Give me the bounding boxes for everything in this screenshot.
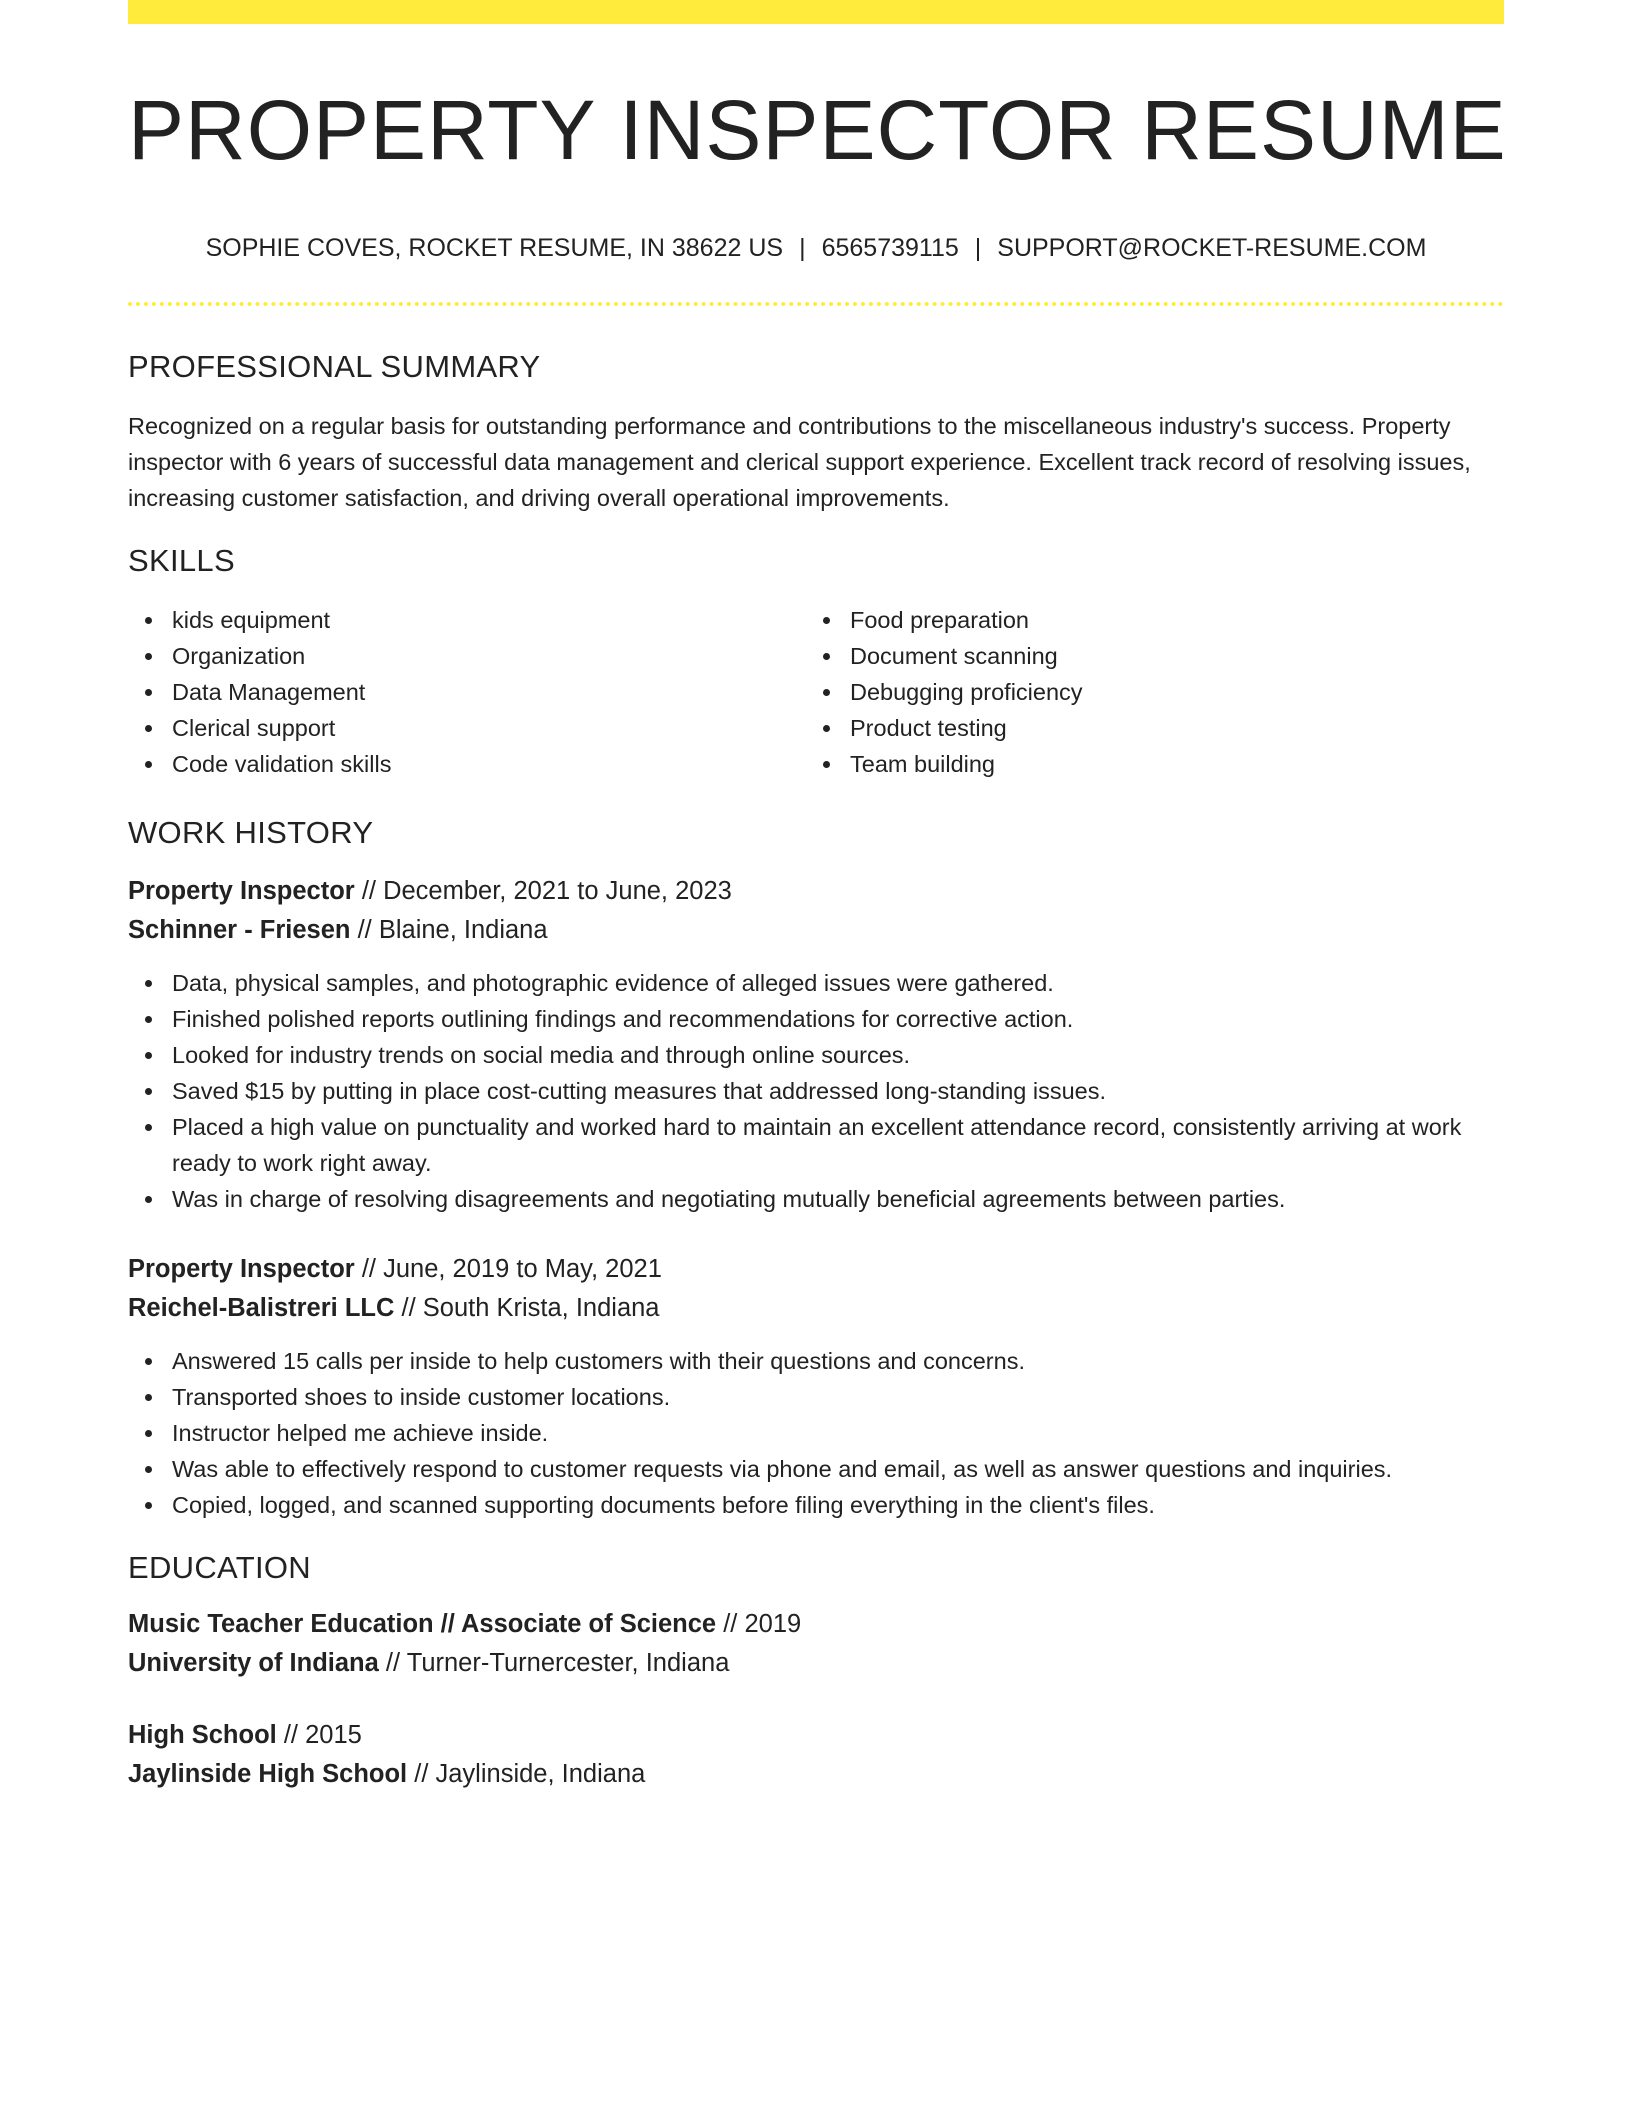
contact-email: SUPPORT@ROCKET-RESUME.COM xyxy=(997,234,1427,262)
job-company-line xyxy=(128,911,1504,950)
job-bullet: Placed a high value on punctuality and worked hard to maintain an excellent attendance record, consistently arriving at work ready to work right away. xyxy=(128,1109,1504,1181)
job-company-line xyxy=(128,1289,1504,1328)
education-entry xyxy=(128,1605,1504,1683)
job-location: // South Krista, Indiana xyxy=(401,1294,660,1322)
skills-heading: SKILLS xyxy=(128,543,235,578)
skill-item: Product testing xyxy=(806,710,1484,746)
education-degree-line xyxy=(128,1716,1504,1755)
job-bullet: Instructor helped me achieve inside. xyxy=(128,1415,1504,1451)
education-school-line xyxy=(128,1644,1504,1683)
contact-address: SOPHIE COVES, ROCKET RESUME, IN 38622 US xyxy=(205,234,784,262)
work-history-heading: WORK HISTORY xyxy=(128,815,374,850)
resume-title: PROPERTY INSPECTOR RESUME xyxy=(128,83,1507,177)
skills-columns xyxy=(128,602,1504,782)
skill-item: Food preparation xyxy=(806,602,1484,638)
skill-item: Data Management xyxy=(128,674,806,710)
education-heading: EDUCATION xyxy=(128,1550,311,1585)
job-dates: // June, 2019 to May, 2021 xyxy=(361,1255,662,1283)
job-location: // Blaine, Indiana xyxy=(357,916,548,944)
contact-separator: | xyxy=(974,234,982,262)
education-year: // 2015 xyxy=(283,1721,362,1749)
job-bullet: Answered 15 calls per inside to help customers with their questions and concerns. xyxy=(128,1343,1504,1379)
contact-separator: | xyxy=(799,234,806,262)
job-bullet: Copied, logged, and scanned supporting documents before filing everything in the client's files. xyxy=(128,1487,1504,1523)
job-title: Property Inspector xyxy=(128,877,355,905)
skill-item: Document scanning xyxy=(806,638,1484,674)
dotted-divider xyxy=(128,302,1504,306)
job-bullet: Was in charge of resolving disagreements and negotiating mutually beneficial agreements between parties. xyxy=(128,1181,1504,1217)
education-location: // Turner-Turnercester, Indiana xyxy=(385,1649,730,1677)
top-accent-bar xyxy=(128,0,1504,24)
skills-right-list xyxy=(806,602,1484,782)
summary-text: Recognized on a regular basis for outstanding performance and contributions to the miscellaneous industry's success. Property inspector with 6 years of successful data management and clerical support experience. Excellent track record of resolving issues, increasing customer satisfaction, and driving overall operational improvements. xyxy=(128,413,1471,511)
skills-left-list xyxy=(128,602,806,782)
skill-item: Clerical support xyxy=(128,710,806,746)
education-degree-line xyxy=(128,1605,1504,1644)
job-bullet: Transported shoes to inside customer locations. xyxy=(128,1379,1504,1415)
job-company: Schinner - Friesen xyxy=(128,916,351,944)
job-bullet: Saved $15 by putting in place cost-cutting measures that addressed long-standing issues. xyxy=(128,1073,1504,1109)
skill-item: Debugging proficiency xyxy=(806,674,1484,710)
contact-line xyxy=(128,232,1504,264)
education-school-line xyxy=(128,1755,1504,1794)
job-company: Reichel-Balistreri LLC xyxy=(128,1294,395,1322)
job-dates: // December, 2021 to June, 2023 xyxy=(361,877,732,905)
job-entry xyxy=(128,872,1504,1217)
job-title-line xyxy=(128,1250,1504,1289)
job-bullet: Looked for industry trends on social media and through online sources. xyxy=(128,1037,1504,1073)
job-bullet: Finished polished reports outlining findings and recommendations for corrective action. xyxy=(128,1001,1504,1037)
job-bullet: Was able to effectively respond to customer requests via phone and email, as well as answer questions and inquiries. xyxy=(128,1451,1504,1487)
education-school: Jaylinside High School xyxy=(128,1760,408,1788)
skill-item: Team building xyxy=(806,746,1484,782)
resume-page xyxy=(128,0,1507,1794)
skill-item: kids equipment xyxy=(128,602,806,638)
skill-item: Organization xyxy=(128,638,806,674)
job-bullets xyxy=(128,965,1504,1217)
job-bullets xyxy=(128,1343,1504,1523)
summary-heading: PROFESSIONAL SUMMARY xyxy=(128,349,541,384)
education-entry xyxy=(128,1716,1504,1794)
contact-phone: 6565739115 xyxy=(821,234,959,262)
education-degree: Music Teacher Education // Associate of Science xyxy=(128,1610,717,1638)
skill-item: Code validation skills xyxy=(128,746,806,782)
job-entry xyxy=(128,1250,1504,1523)
job-title-line xyxy=(128,872,1504,911)
education-school: University of Indiana xyxy=(128,1649,379,1677)
education-year: // 2019 xyxy=(723,1610,802,1638)
education-location: // Jaylinside, Indiana xyxy=(414,1760,646,1788)
job-bullet: Data, physical samples, and photographic evidence of alleged issues were gathered. xyxy=(128,965,1504,1001)
education-degree: High School xyxy=(128,1721,277,1749)
job-title: Property Inspector xyxy=(128,1255,355,1283)
